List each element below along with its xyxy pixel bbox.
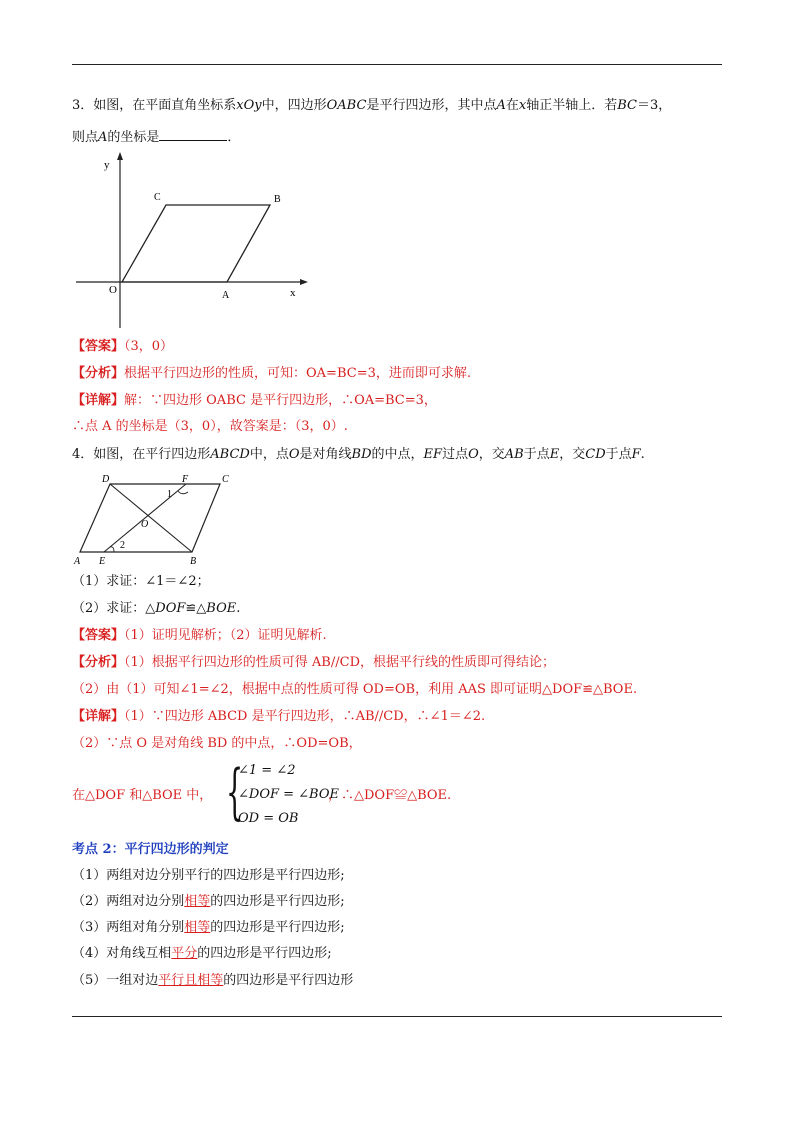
analysis-text: （1）根据平行四边形的性质可得 AB//CD，根据平行线的性质即可得结论； (124, 655, 555, 670)
q4-var: ABCD (210, 447, 250, 462)
top-rule (72, 64, 722, 65)
q4-answer (72, 628, 327, 644)
criterion-item (72, 973, 353, 989)
q4-text: （2）求证：△ (72, 601, 156, 616)
q3-var: A (98, 130, 108, 145)
q4-text: 于点 (523, 447, 550, 462)
detail-text: 解：∵四边形 OABC 是平行四边形，∴OA=BC=3， (124, 393, 437, 408)
q3-var: BC (617, 98, 637, 113)
q3-stem-line1 (72, 98, 671, 114)
system-row: ∠1 = ∠2 (238, 763, 296, 778)
answer-tag: 【答案】 (72, 339, 125, 354)
q4-detail-line2: （2）∵点 O 是对角线 BD 的中点，∴OD=OB， (72, 736, 362, 751)
system-row: OD = OB (238, 811, 299, 826)
criterion-text: 的四边形是平行四边形 (223, 973, 354, 988)
q3-coordinate-figure (72, 150, 312, 330)
q4-parallelogram-figure (72, 470, 242, 566)
q4-var: CD (585, 447, 606, 462)
q4-var: E (549, 447, 560, 462)
label-c: C (222, 474, 229, 485)
detail-tag: 【详解】 (72, 709, 125, 724)
criterion-text: （1）两组对边分别平行的四边形是平行四边形; (72, 868, 345, 883)
criterion-text: （2）两组对边分别 (72, 894, 185, 909)
q3-var: A (496, 98, 506, 113)
label-x: x (290, 287, 296, 299)
criterion-text: 的四边形是平行四边形; (210, 920, 345, 935)
q3-answer (72, 339, 173, 355)
q4-var: EF (423, 447, 443, 462)
q4-text: 4．如图，在平行四边形 (72, 447, 211, 462)
parallelogram-oabc (122, 205, 270, 282)
q3-text: 3．如图，在平面直角坐标系 (72, 98, 237, 113)
criterion-text: 的四边形是平行四边形; (210, 894, 345, 909)
q3-stem-line2 (72, 128, 240, 146)
q4-var: O (468, 447, 479, 462)
q4-detail (72, 709, 485, 725)
q4-text: 过点 (442, 447, 469, 462)
q4-text: 于点 (605, 447, 632, 462)
label-angle-1: 1 (167, 489, 172, 500)
q4-analysis (72, 655, 555, 671)
bottom-rule (72, 1016, 722, 1017)
q4-stem-line1 (72, 447, 645, 463)
answer-blank[interactable] (159, 128, 227, 141)
criterion-text: （3）两组对角分别 (72, 920, 185, 935)
criterion-keyword: 相等 (184, 920, 211, 935)
parallelogram-abcd (80, 484, 220, 552)
q4-var: F (631, 447, 641, 462)
q4-var: BD (351, 447, 372, 462)
angle-1-arc (178, 491, 188, 494)
q3-text: 轴正半轴上．若 (526, 98, 618, 113)
criterion-item (72, 868, 345, 884)
q4-var: BOE (206, 601, 237, 616)
criterion-keyword: 平分 (171, 946, 198, 961)
q4-text: 是对角线 (299, 447, 352, 462)
q4-analysis-line2: （2）由（1）可知∠1=∠2，根据中点的性质可得 OD=OB，利用 AAS 即可证明△DOF≌△BOE. (72, 682, 638, 697)
answer-text: （3，0） (124, 339, 174, 354)
section-title: 考点 2：平行四边形的判定 (72, 842, 229, 857)
q3-analysis (72, 366, 471, 382)
q4-text: . (236, 601, 241, 616)
q3-text: 中，四边形 (261, 98, 327, 113)
q3-var: OABC (326, 98, 367, 113)
q4-text: 的中点， (371, 447, 424, 462)
q4-text: 中，点 (249, 447, 289, 462)
detail-text: （1）∵四边形 ABCD 是平行四边形，∴AB//CD，∴∠1＝∠2. (124, 709, 486, 724)
label-d: D (102, 474, 110, 485)
q3-text: 在 (505, 98, 519, 113)
criterion-text: 的四边形是平行四边形; (197, 946, 332, 961)
q3-var: x (518, 98, 527, 113)
q3-text: 则点 (72, 130, 99, 145)
angle-2-arc (110, 547, 114, 552)
left-brace: { (226, 757, 244, 827)
q4-detail-line3: 在△DOF 和△BOE 中， (72, 788, 213, 803)
analysis-tag: 【分析】 (72, 655, 125, 670)
label-b: B (190, 556, 197, 566)
label-f: F (182, 474, 189, 485)
analysis-tag: 【分析】 (72, 366, 125, 381)
criterion-text: （5）一组对边 (72, 973, 159, 988)
label-e: E (99, 556, 106, 566)
q3-text: ． (227, 130, 241, 145)
q4-text: . (640, 447, 645, 462)
criterion-text: （4）对角线互相 (72, 946, 172, 961)
q4-text: ≌△ (185, 601, 207, 616)
q4-detail-conclusion: ，∴△DOF≌△BOE. (328, 788, 452, 803)
answer-tag: 【答案】 (72, 628, 125, 643)
q3-var: xOy (236, 98, 262, 113)
detail-tag: 【详解】 (72, 393, 125, 408)
criterion-item (72, 920, 345, 936)
q4-var: AB (504, 447, 524, 462)
label-y: y (104, 159, 110, 171)
q4-text: ，交 (559, 447, 586, 462)
label-o: O (141, 519, 149, 530)
q3-text: 是平行四边形，其中点 (366, 98, 497, 113)
q3-text: ＝3， (636, 98, 672, 113)
criterion-item (72, 894, 345, 910)
label-a: A (222, 290, 230, 301)
q3-detail-line2: ∴点 A 的坐标是（3，0），故答案是：（3，0）. (72, 419, 348, 434)
q4-var: DOF (155, 601, 186, 616)
label-o: O (109, 284, 117, 296)
q4-part2 (72, 601, 240, 617)
q3-detail (72, 393, 437, 409)
label-angle-2: 2 (120, 540, 125, 551)
label-b: B (274, 194, 281, 205)
criterion-keyword: 相等 (184, 894, 211, 909)
label-c: C (154, 192, 161, 203)
q3-text: 的坐标是 (107, 130, 160, 145)
answer-text: （1）证明见解析；（2）证明见解析. (124, 628, 327, 643)
x-axis-arrow (300, 279, 308, 285)
y-axis-arrow (117, 152, 123, 160)
analysis-text: 根据平行四边形的性质，可知：OA=BC=3，进而即可求解. (124, 366, 471, 381)
label-a: A (74, 556, 81, 566)
q4-text: ，交 (478, 447, 505, 462)
q4-part1: （1）求证：∠1＝∠2； (72, 574, 210, 589)
system-row: ∠DOF = ∠BOE (238, 787, 339, 802)
criterion-item (72, 946, 332, 962)
criterion-keyword: 平行且相等 (158, 973, 224, 988)
segment-ef (104, 484, 186, 552)
q4-var: O (288, 447, 300, 462)
